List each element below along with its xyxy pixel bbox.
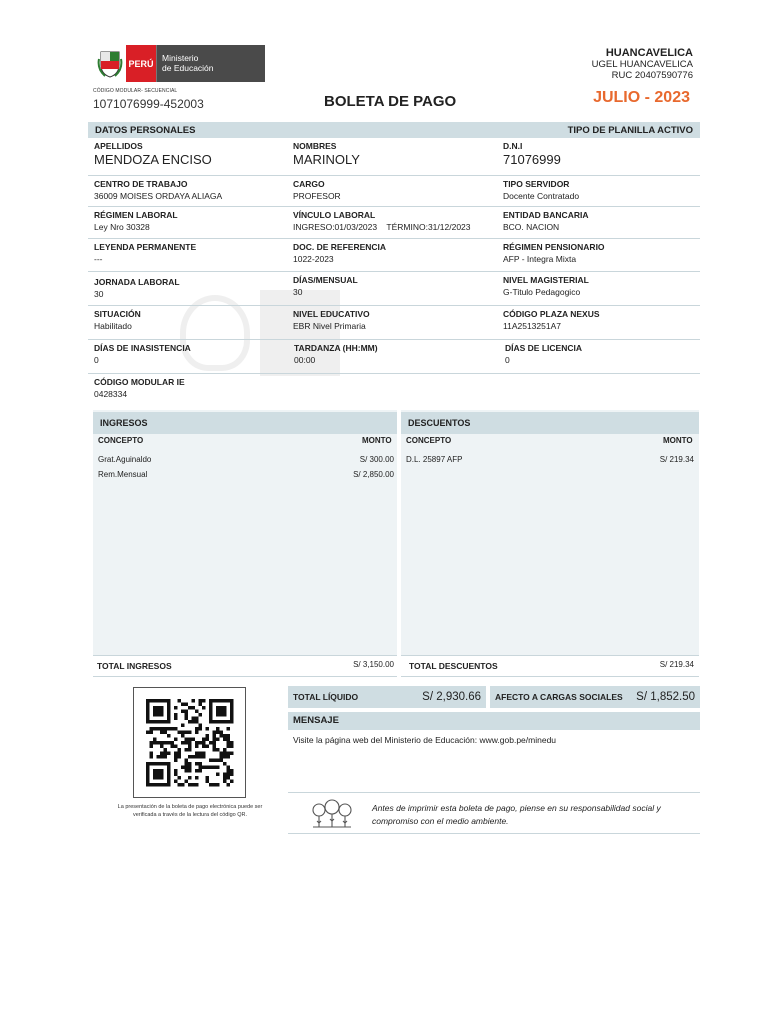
label-entidad: ENTIDAD BANCARIA <box>503 210 589 220</box>
value-ingreso: INGRESO:01/03/2023 <box>293 222 378 232</box>
row-trabajo <box>88 177 700 207</box>
value-pension: AFP - Integra Mixta <box>503 254 577 264</box>
value-termino: TÉRMINO:31/12/2023 <box>386 222 471 232</box>
label-licencia: DÍAS DE LICENCIA <box>505 343 582 353</box>
cargas-sociales-value: S/ 1,852.50 <box>636 691 695 703</box>
value-licencia: 0 <box>505 355 510 365</box>
field-apellidos <box>94 141 212 168</box>
row-asistencia <box>88 341 700 374</box>
eco-text: Antes de imprimir esta boleta de pago, piense en su responsabilidad social y compromiso con el medio ambiente. <box>372 803 661 826</box>
value-docref: 1022-2023 <box>293 254 334 264</box>
value-nivel-edu: EBR Nivel Primaria <box>293 321 366 331</box>
label-nombres: NOMBRES <box>293 141 337 151</box>
total-ingresos-value: S/ 3,150.00 <box>353 660 394 669</box>
mensaje-header: MENSAJE <box>288 712 700 730</box>
trees-icon <box>310 799 354 834</box>
label-jornada: JORNADA LABORAL <box>94 277 180 287</box>
value-situacion: Habilitado <box>94 321 132 331</box>
row-identidad <box>88 141 700 176</box>
value-apellidos: MENDOZA ENCISO <box>94 152 212 167</box>
logo-ministry-line2: de Educación <box>162 63 214 73</box>
tipo-planilla: TIPO DE PLANILLA ACTIVO <box>567 124 693 136</box>
field-inasistencia <box>94 343 191 366</box>
logo-ministry-line1: Ministerio <box>162 53 199 63</box>
logo-ministry <box>156 45 265 82</box>
descuentos-concepto-header: CONCEPTO <box>406 436 452 445</box>
value-modular-ie: 0428334 <box>94 389 128 399</box>
field-situacion <box>94 309 141 332</box>
label-leyenda: LEYENDA PERMANENTE <box>94 242 197 252</box>
cargas-sociales-label: AFECTO A CARGAS SOCIALES <box>495 692 623 702</box>
field-tardanza <box>294 343 378 366</box>
row-jornada <box>88 273 700 306</box>
ingresos-title: INGRESOS <box>93 412 397 434</box>
value-centro: 36009 MOISES ORDAYA ALIAGA <box>94 191 223 201</box>
value-entidad: BCO. NACION <box>503 222 560 232</box>
field-pension <box>503 242 605 265</box>
label-regimen: RÉGIMEN LABORAL <box>94 210 178 220</box>
ingreso-monto-1: S/ 2,850.00 <box>353 470 394 479</box>
total-liquido-box <box>288 686 486 708</box>
label-cargo: CARGO <box>293 179 325 189</box>
qr-code-icon <box>134 688 245 797</box>
descuento-concepto-0: D.L. 25897 AFP <box>406 455 463 464</box>
label-vinculo: VÍNCULO LABORAL <box>293 210 376 220</box>
label-pension: RÉGIMEN PENSIONARIO <box>503 242 605 252</box>
label-plaza: CÓDIGO PLAZA NEXUS <box>503 309 600 319</box>
minedu-logo <box>93 45 265 82</box>
section-label: DATOS PERSONALES <box>95 124 196 136</box>
label-tipo-servidor: TIPO SERVIDOR <box>503 179 570 189</box>
value-tipo-servidor: Docente Contratado <box>503 191 580 201</box>
field-entidad <box>503 210 588 233</box>
value-dni: 71076999 <box>503 152 561 167</box>
descuento-monto-0: S/ 219.34 <box>659 455 694 464</box>
value-vinculo <box>293 221 471 233</box>
ugel: UGEL HUANCAVELICA <box>591 59 693 70</box>
field-docref <box>293 242 386 265</box>
field-regimen <box>94 210 178 233</box>
label-modular-ie: CÓDIGO MODULAR IE <box>94 377 185 387</box>
value-nivel-mag: G-Titulo Pedagogico <box>503 287 581 297</box>
total-descuentos-value: S/ 219.34 <box>659 660 694 669</box>
label-dni: D.N.I <box>503 141 523 151</box>
codigo-value: 1071076999-452003 <box>93 97 204 111</box>
label-docref: DOC. DE REFERENCIA <box>293 242 387 252</box>
ingresos-panel <box>93 410 397 655</box>
cargas-sociales-box <box>490 686 700 708</box>
field-dias-mensual <box>293 275 358 298</box>
peru-crest-icon <box>93 45 126 82</box>
label-nivel-mag: NIVEL MAGISTERIAL <box>503 275 589 285</box>
row-regimen <box>88 208 700 239</box>
ingresos-concepto-header: CONCEPTO <box>98 436 144 445</box>
value-nombres: MARINOLY <box>293 152 360 167</box>
value-leyenda: --- <box>94 254 103 264</box>
field-nivel-edu <box>293 309 370 332</box>
total-liquido-value: S/ 2,930.66 <box>422 691 481 703</box>
value-dias-mensual: 30 <box>293 287 303 297</box>
field-dni <box>503 141 561 168</box>
ingreso-monto-0: S/ 300.00 <box>359 455 394 464</box>
ingresos-monto-header: MONTO <box>362 436 392 445</box>
qr-code <box>133 687 246 798</box>
field-nivel-mag <box>503 275 589 298</box>
eco-note <box>288 792 700 834</box>
value-jornada: 30 <box>94 289 104 299</box>
mensaje-text: Visite la página web del Ministerio de Educación: www.gob.pe/minedu <box>293 735 557 745</box>
row-leyenda <box>88 240 700 272</box>
total-descuentos-label: TOTAL DESCUENTOS <box>409 661 498 671</box>
header-right <box>592 47 693 81</box>
field-leyenda <box>94 242 196 265</box>
label-situacion: SITUACIÓN <box>94 309 141 319</box>
label-inasistencia: DÍAS DE INASISTENCIA <box>94 343 191 353</box>
total-ingresos-label: TOTAL INGRESOS <box>97 661 172 671</box>
field-vinculo <box>293 210 471 233</box>
datos-personales-bar <box>88 122 700 138</box>
document-title: BOLETA DE PAGO <box>324 93 457 110</box>
field-plaza <box>503 309 600 332</box>
logo-country: PERÚ <box>126 45 156 82</box>
value-cargo: PROFESOR <box>293 191 341 201</box>
field-licencia <box>505 343 582 366</box>
label-dias-mensual: DÍAS/MENSUAL <box>293 275 358 285</box>
row-situacion <box>88 307 700 340</box>
value-inasistencia: 0 <box>94 355 99 365</box>
value-regimen: Ley Nro 30328 <box>94 222 150 232</box>
codigo-label: CÓDIGO MODULAR- SECUENCIAL <box>93 88 178 94</box>
label-apellidos: APELLIDOS <box>94 141 143 151</box>
field-centro <box>94 179 222 202</box>
field-modular-ie <box>94 377 185 400</box>
descuentos-monto-header: MONTO <box>663 436 693 445</box>
ingreso-concepto-0: Grat.Aguinaldo <box>98 455 152 464</box>
descuentos-title: DESCUENTOS <box>401 412 699 434</box>
field-tipo-servidor <box>503 179 579 202</box>
qr-caption: La presentación de la boleta de pago electrónica puede ser verificada a través de la lectura del código QR. <box>117 804 263 818</box>
label-centro: CENTRO DE TRABAJO <box>94 179 188 189</box>
ingreso-concepto-1: Rem.Mensual <box>98 470 148 479</box>
region: HUANCAVELICA <box>605 47 693 59</box>
field-cargo <box>293 179 341 202</box>
total-liquido-label: TOTAL LÍQUIDO <box>293 692 359 702</box>
pay-period: JULIO - 2023 <box>593 89 690 106</box>
field-jornada <box>94 277 180 300</box>
value-tardanza: 00:00 <box>294 355 316 365</box>
descuentos-panel <box>401 410 699 655</box>
value-plaza: 11A2513251A7 <box>503 321 561 331</box>
ruc: RUC 20407590776 <box>611 70 693 81</box>
label-nivel-edu: NIVEL EDUCATIVO <box>293 309 370 319</box>
field-nombres <box>293 141 360 168</box>
label-tardanza: TARDANZA (HH:MM) <box>294 343 378 353</box>
